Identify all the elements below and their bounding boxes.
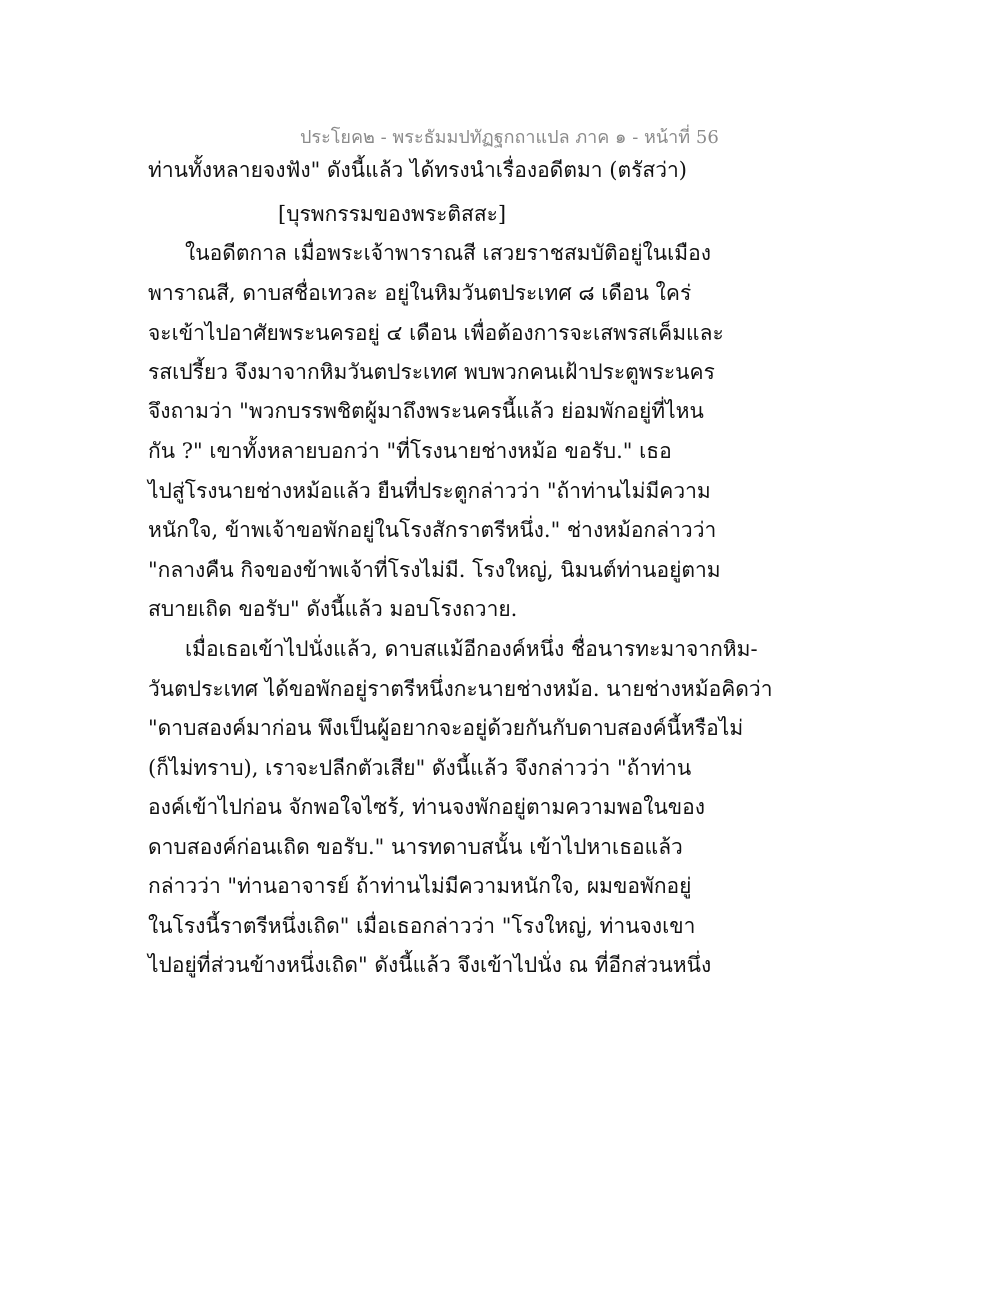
text-line: ไปสู่โรงนายช่างหม้อแล้ว ยืนที่ประตูกล่าวว่า "ถ้าท่านไม่มีความ <box>148 479 711 503</box>
text-line: วันตประเทศ ได้ขอพักอยู่ราตรีหนึ่งกะนายช่างหม้อ. นายช่างหม้อคิดว่า <box>148 677 773 701</box>
text-line: องค์เข้าไปก่อน จักพอใจไซร้, ท่านจงพักอยู่ตามความพอในของ <box>148 795 706 819</box>
text-line: จึงถามว่า "พวกบรรพชิตผู้มาถึงพระนครนี้แล้ว ย่อมพักอยู่ที่ไหน <box>148 399 704 423</box>
text-line: กล่าวว่า "ท่านอาจารย์ ถ้าท่านไม่มีความหนักใจ, ผมขอพักอยู่ <box>148 874 692 898</box>
running-header: ประโยค๒ - พระธัมมปทัฏฐกถาแปล ภาค ๑ - หน้าที่ 56 <box>300 127 719 148</box>
text-line: รสเปรี้ยว จึงมาจากหิมวันตประเทศ พบพวกคนเฝ้าประตูพระนคร <box>148 360 715 384</box>
text-line: พาราณสี, ดาบสชื่อเทวละ อยู่ในหิมวันตประเทศ ๘ เดือน ใคร่ <box>148 281 692 305</box>
text-line: ไปอยู่ที่ส่วนข้างหนึ่งเถิด" ดังนี้แล้ว จึงเข้าไปนั่ง ณ ที่อีกส่วนหนึ่ง <box>148 953 712 977</box>
text-line: "กลางคืน กิจของข้าพเจ้าที่โรงไม่มี. โรงใหญ่, นิมนต์ท่านอยู่ตาม <box>148 558 721 582</box>
text-line: ท่านทั้งหลายจงฟัง" ดังนี้แล้ว ได้ทรงนำเรื่องอดีตมา (ตรัสว่า) <box>148 158 687 182</box>
text-line: สบายเถิด ขอรับ" ดังนี้แล้ว มอบโรงถวาย. <box>148 597 518 621</box>
text-line: "ดาบสองค์มาก่อน พึงเป็นผู้อยากจะอยู่ด้วยกันกับดาบสองค์นี้หรือไม่ <box>148 716 744 740</box>
text-line: จะเข้าไปอาศัยพระนครอยู่ ๔ เดือน เพื่อต้องการจะเสพรสเค็มและ <box>148 321 724 345</box>
text-line: (ก็ไม่ทราบ), เราจะปลีกตัวเสีย" ดังนี้แล้ว จึงกล่าวว่า "ถ้าท่าน <box>148 756 692 780</box>
text-line: หนักใจ, ข้าพเจ้าขอพักอยู่ในโรงสักราตรีหนึ่ง." ช่างหม้อกล่าวว่า <box>148 518 717 542</box>
paragraph-first-line: ในอดีตกาล เมื่อพระเจ้าพาราณสี เสวยราชสมบัติอยู่ในเมือง <box>185 241 711 265</box>
text-line: ในโรงนี้ราตรีหนึ่งเถิด" เมื่อเธอกล่าวว่า "โรงใหญ่, ท่านจงเขา <box>148 914 696 938</box>
paragraph-first-line: เมื่อเธอเข้าไปนั่งแล้ว, ดาบสแม้อีกองค์หนึ่ง ชื่อนารทะมาจากหิม- <box>185 637 758 661</box>
text-line: ดาบสองค์ก่อนเถิด ขอรับ." นารทดาบสนั้น เข้าไปหาเธอแล้ว <box>148 835 683 859</box>
section-heading: [บุรพกรรมของพระติสสะ] <box>278 202 507 226</box>
text-line: กัน ?" เขาทั้งหลายบอกว่า "ที่โรงนายช่างหม้อ ขอรับ." เธอ <box>148 439 672 463</box>
